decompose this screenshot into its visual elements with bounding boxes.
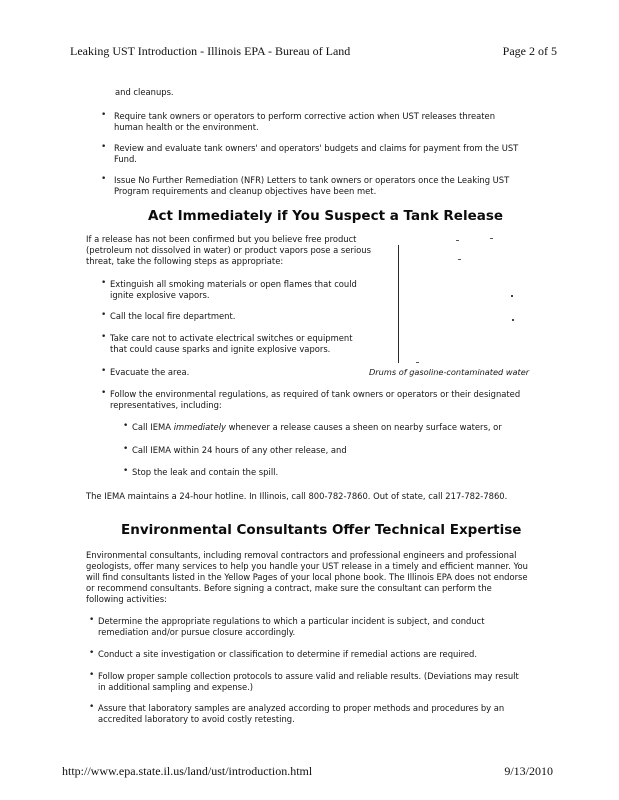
list-item: Stop the leak and contain the spill. [132,467,279,477]
print-date: 9/13/2010 [504,764,553,778]
hotline-paragraph: The IEMA maintains a 24-hour hotline. In Illinois, call 800-782-7860. Out of state, call 217-782-7860. [86,491,508,501]
list-item: Call IEMA within 24 hours of any other release, and [132,445,347,455]
photo-speck [458,259,461,260]
bullet-icon: • [101,110,107,120]
list-item: Follow proper sample collection protocols to assure valid and reliable results. (Deviations may result in additional sampling and expense.) [98,671,519,692]
list-item: Require tank owners or operators to perform corrective action when UST releases threaten human health or the environment. [114,111,496,132]
section-heading-tank-release: Act Immediately if You Suspect a Tank Release [148,208,504,224]
bullet-icon: • [101,366,107,376]
source-url[interactable]: http://www.epa.state.il.us/land/ust/introduction.html [62,764,313,778]
list-item: Conduct a site investigation or classification to determine if remedial actions are required. [98,649,478,659]
section-intro: Environmental consultants, including removal contractors and professional engineers and professional geologists, offer many services to help you handle your UST release in a timely and efficient manner. You will find consultants listed in the Yellow Pages of your local phone book. The Illinois EPA does not endorse or recommend consultants. Before signing a contract, make sure the consultant can perform the following activities: [86,550,528,604]
list-item: Review and evaluate tank owners' and operators' budgets and claims for payment from the UST Fund. [114,143,519,164]
section-heading-consultants: Environmental Consultants Offer Technical Expertise [121,522,522,538]
list-item: Take care not to activate electrical switches or equipment that could cause sparks and ignite explosive vapors. [110,333,353,354]
bullet-icon: • [123,444,129,454]
list-item: Issue No Further Remediation (NFR) Letters to tank owners or operators once the Leaking UST Program requirements and cleanup objectives have been met. [114,175,510,196]
section-intro: If a release has not been confirmed but you believe free product (petroleum not dissolved in water) or product vapors pose a serious threat, take the following steps as appropriate: [86,234,371,266]
bullet-icon: • [101,388,107,398]
list-item: Call the local fire department. [110,311,236,321]
photo-speck [511,295,513,297]
photo-speck [490,238,493,239]
list-item: Assure that laboratory samples are analyzed according to proper methods and procedures by an accredited laboratory to avoid costly retesting. [98,703,505,724]
photo-speck [512,319,514,321]
bullet-icon: • [101,142,107,152]
bullet-icon: • [89,615,95,625]
photo-speck [456,240,459,241]
bullet-icon: • [89,648,95,658]
document-title: Leaking UST Introduction - Illinois EPA - Bureau of Land [70,44,351,58]
photo-speck [416,362,419,363]
list-item: Extinguish all smoking materials or open flames that could ignite explosive vapors. [110,279,357,300]
bullet-icon: • [101,174,107,184]
list-item: Determine the appropriate regulations to which a particular incident is subject, and conduct remediation and/or pursue closure accordingly. [98,616,485,637]
photo-caption: Drums of gasoline-contaminated water [369,367,530,377]
list-item: Evacuate the area. [110,367,190,377]
photo-edge [398,245,399,363]
bullet-icon: • [101,332,107,342]
bullet-icon: • [89,670,95,680]
bullet-icon: • [101,310,107,320]
bullet-icon: • [101,278,107,288]
list-item: Follow the environmental regulations, as required of tank owners or operators or their designated representatives, including: [110,389,521,410]
continuation-text: and cleanups. [115,87,174,97]
bullet-icon: • [89,702,95,712]
bullet-icon: • [123,466,129,476]
bullet-icon: • [123,421,129,431]
page-number: Page 2 of 5 [502,44,557,58]
list-item: Call IEMA immediately whenever a release causes a sheen on nearby surface waters, or [132,422,502,432]
